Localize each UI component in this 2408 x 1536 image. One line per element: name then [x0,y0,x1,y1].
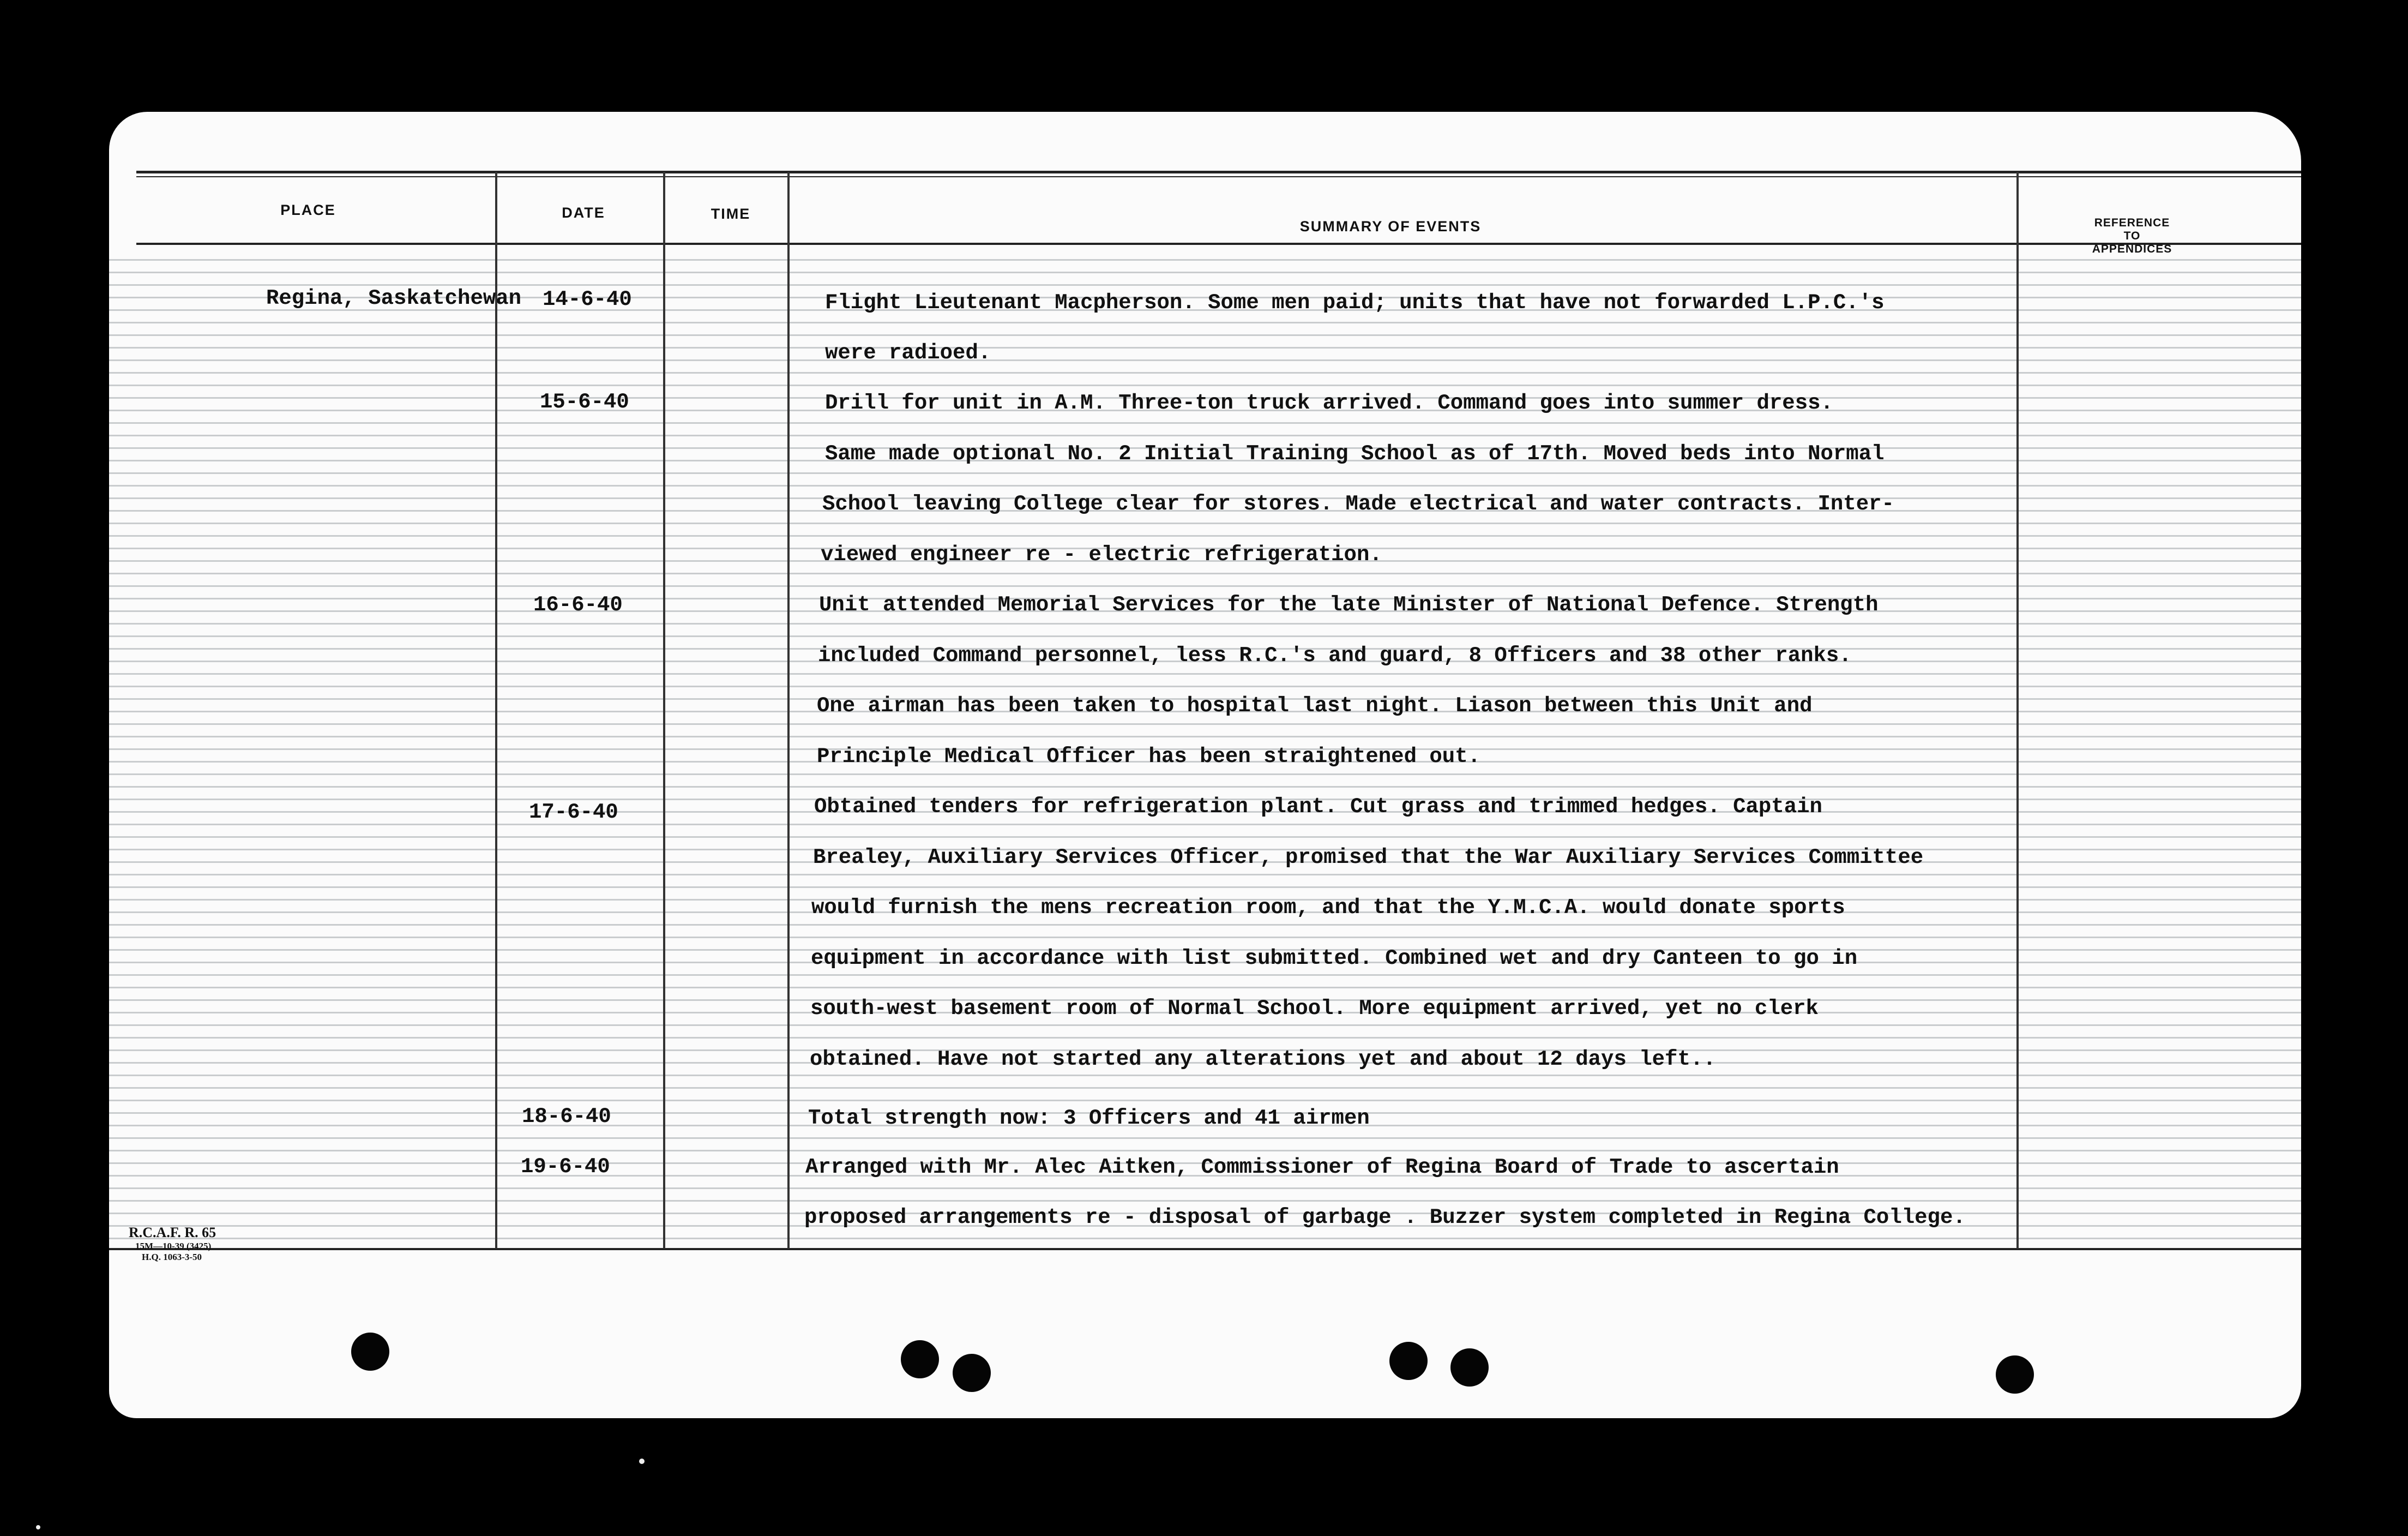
ruled-line [109,886,2301,888]
ruled-line [109,322,2301,323]
header-reference: REFERENCE [2094,217,2170,229]
ruled-line [109,422,2301,424]
column-divider-date-time [663,172,665,1249]
ruled-line [109,1075,2301,1076]
ruled-line [109,987,2301,988]
punch-hole [1450,1348,1489,1387]
summary-line: were radioed. [825,341,991,365]
diary-form-card [109,112,2301,1418]
summary-line: Obtained tenders for refrigeration plant. Cut grass and trimmed hedges. Captain [814,795,1822,819]
punch-hole [901,1340,939,1378]
ruled-line [109,347,2301,349]
punch-hole [351,1333,389,1371]
column-divider-time-summary [787,172,790,1249]
ruled-line [109,623,2301,625]
ruled-line [109,1150,2301,1151]
ruled-line [109,1024,2301,1026]
date-entry: 18-6-40 [522,1105,611,1129]
date-entry: 14-6-40 [543,287,632,311]
header-date: DATE [562,205,605,221]
ruled-line [109,937,2301,938]
ruled-line [109,1087,2301,1089]
ruled-line [109,385,2301,386]
ruled-line [109,673,2301,675]
ruled-line [109,723,2301,725]
punch-hole [1996,1355,2034,1394]
header-top-rule [136,171,2301,173]
header-summary: SUMMARY OF EVENTS [1299,218,1482,235]
form-hq-code: H.Q. 1063-3-50 [142,1252,202,1262]
ruled-line [109,1187,2301,1189]
ruled-line [109,824,2301,825]
ruled-line [109,1100,2301,1101]
ruled-line [109,1037,2301,1039]
summary-line: Flight Lieutenant Macpherson. Some men paid; units that have not forwarded L.P.C.'s [825,291,1885,315]
summary-line: Principle Medical Officer has been straightened out. [817,745,1480,769]
header-reference-to: TO [2123,230,2141,242]
form-print-code: 15M—10-39 (3425) [135,1241,212,1251]
summary-line: Drill for unit in A.M. Three-ton truck arrived. Command goes into summer dress. [825,391,1833,415]
ruled-line [109,573,2301,574]
ruled-line [109,836,2301,838]
form-number: R.C.A.F. R. 65 [129,1225,216,1240]
summary-line: One airman has been taken to hospital last night. Liason between this Unit and [817,694,1813,718]
ruled-line [109,1137,2301,1139]
ruled-line [109,435,2301,436]
ruled-line [109,585,2301,587]
summary-line: Total strength now: 3 Officers and 41 airmen [808,1106,1370,1130]
header-place: PLACE [280,202,336,218]
ruled-line [109,272,2301,273]
ruled-line [109,1238,2301,1239]
header-bottom-rule [136,243,2301,245]
header-time: TIME [711,206,751,222]
date-entry: 16-6-40 [533,593,623,617]
summary-line: Unit attended Memorial Services for the late Minister of National Defence. Strength [819,593,1879,617]
summary-line: equipment in accordance with list submitted. Combined wet and dry Canteen to go in [811,946,1858,970]
ruled-line [109,924,2301,926]
ruled-line [109,334,2301,336]
date-entry: 15-6-40 [540,390,629,414]
ruled-line [109,359,2301,361]
column-divider-summary-reference [2016,172,2019,1249]
punch-hole [1389,1342,1428,1380]
ruled-line [109,736,2301,737]
header-top-rule-2 [136,176,2301,177]
ruled-line [109,523,2301,524]
ruled-line [109,686,2301,687]
film-speck [639,1459,645,1464]
ruled-line [109,786,2301,788]
punch-hole [953,1354,991,1392]
place-entry: Regina, Saskatchewan [266,286,522,310]
summary-line: proposed arrangements re - disposal of garbage . Buzzer system completed in Regina College. [804,1205,1966,1229]
ruled-line [109,874,2301,875]
ruled-line [109,1200,2301,1202]
ruled-line [109,773,2301,775]
summary-line: Arranged with Mr. Alec Aitken, Commissioner of Regina Board of Trade to ascertain [805,1155,1839,1179]
form-bottom-rule [109,1248,2301,1250]
header-appendices: APPENDICES [2092,243,2172,255]
column-divider-place-date [495,172,497,1249]
ruled-line [109,259,2301,261]
ruled-line [109,485,2301,487]
summary-line: obtained. Have not started any alterations yet and about 12 days left.. [810,1047,1716,1071]
summary-line: School leaving College clear for stores. Made electrical and water contracts. Inter- [822,492,1894,516]
ruled-line [109,974,2301,976]
summary-line: Same made optional No. 2 Initial Training School as of 17th. Moved beds into Normal [825,442,1885,466]
summary-line: included Command personnel, less R.C.'s and guard, 8 Officers and 38 other ranks. [818,644,1852,668]
ruled-line [109,472,2301,474]
film-speck [36,1525,40,1529]
ruled-line [109,635,2301,637]
ruled-line [109,535,2301,537]
summary-line: would furnish the mens recreation room, and that the Y.M.C.A. would donate sports [811,896,1845,920]
summary-line: south-west basement room of Normal School. More equipment arrived, yet no clerk [810,997,1819,1021]
ruled-line [109,372,2301,374]
summary-line: Brealey, Auxiliary Services Officer, promised that the War Auxiliary Services Committee [813,845,1924,869]
summary-line: viewed engineer re - electric refrigeration. [821,543,1382,567]
ruled-line [109,284,2301,286]
date-entry: 19-6-40 [521,1155,610,1179]
date-entry: 17-6-40 [529,800,618,824]
